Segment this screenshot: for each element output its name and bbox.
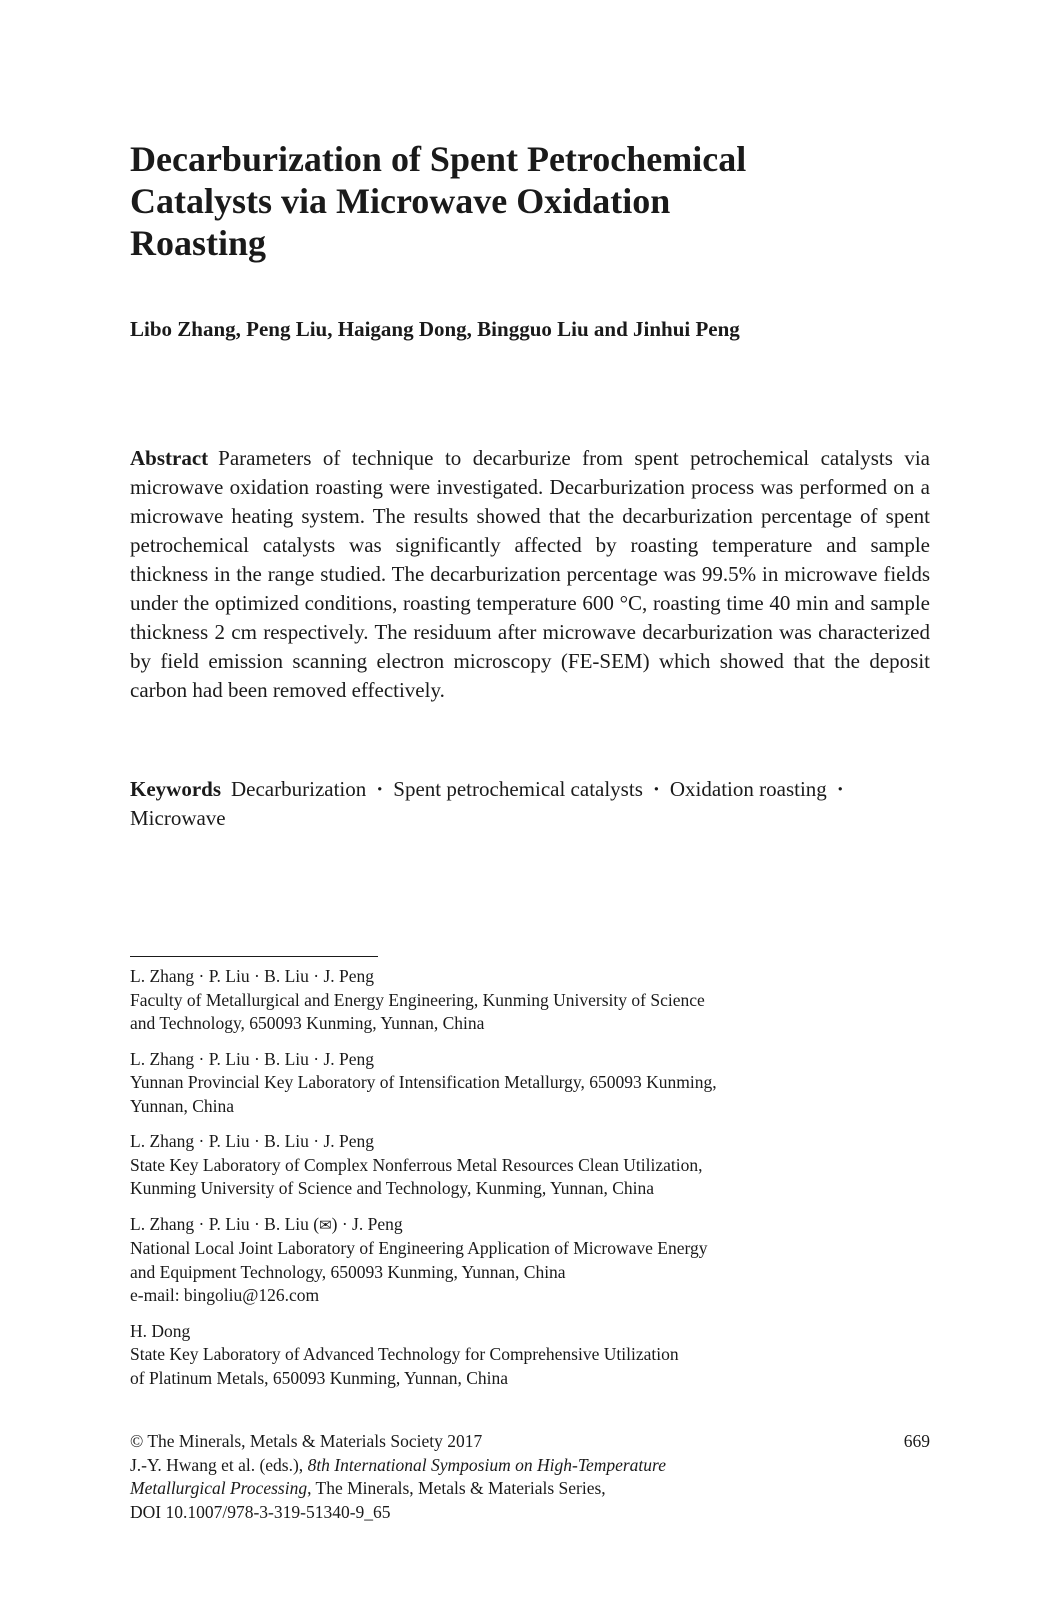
author-list: Libo Zhang, Peng Liu, Haigang Dong, Bingguo Liu and Jinhui Peng bbox=[130, 317, 740, 341]
affiliation-authors bbox=[130, 1213, 930, 1238]
citation-book-title: Metallurgical Processing bbox=[130, 1478, 308, 1498]
title-line: Decarburization of Spent Petrochemical bbox=[130, 139, 747, 179]
affiliation-authors: L. Zhang · P. Liu · B. Liu · J. Peng bbox=[130, 1131, 375, 1151]
affiliation-line: and Equipment Technology, 650093 Kunming, Yunnan, China bbox=[130, 1261, 566, 1282]
email-address: e-mail: bingoliu@126.com bbox=[130, 1285, 320, 1305]
abstract bbox=[130, 444, 930, 705]
keyword: Spent petrochemical catalysts bbox=[393, 777, 643, 801]
citation-series: , The Minerals, Metals & Materials Series, bbox=[307, 1478, 606, 1498]
affiliation bbox=[130, 1213, 930, 1308]
copyright-line: © The Minerals, Metals & Materials Society 2017 bbox=[130, 1431, 483, 1451]
paper-title bbox=[130, 138, 890, 264]
affiliation bbox=[130, 1130, 930, 1201]
affiliations bbox=[130, 965, 930, 1402]
affiliation-authors: H. Dong bbox=[130, 1320, 191, 1341]
affiliation-line: National Local Joint Laboratory of Engineering Application of Microwave Energy bbox=[130, 1238, 708, 1258]
citation-line bbox=[130, 1454, 930, 1478]
abstract-text: Parameters of technique to decarburize from spent petrochemical catalysts via microwave oxidation roasting were investigated. Decarburization process was performed on a microwave heating system. The results showed that the decarburization percentage of spent petrochemical catalysts was significantly affected by roasting temperature and sample thickness in the range studied. The decarburization percentage was 99.5% in microwave fields under the optimized conditions, roasting temperature 600 °C, roasting time 40 min and sample thickness 2 cm respectively. The residuum after microwave decarburization was characterized by field emission scanning electron microscopy (FE-SEM) which showed that the deposit carbon had been removed effectively. bbox=[130, 446, 930, 702]
keyword: Decarburization bbox=[231, 777, 367, 801]
affiliation-authors: L. Zhang · P. Liu · B. Liu · J. Peng bbox=[130, 1048, 375, 1069]
affiliation-line: Kunming University of Science and Technology, Kunming, Yunnan, China bbox=[130, 1178, 655, 1198]
footnote-divider bbox=[130, 956, 378, 957]
keywords bbox=[130, 775, 930, 833]
doi-line: DOI 10.1007/978-3-319-51340-9_65 bbox=[130, 1501, 391, 1522]
keyword-separator: · bbox=[376, 777, 384, 801]
keyword: Oxidation roasting bbox=[669, 777, 827, 801]
affiliation bbox=[130, 1320, 930, 1391]
affiliation-line: Faculty of Metallurgical and Energy Engineering, Kunming University of Science bbox=[130, 989, 705, 1010]
citation-line bbox=[130, 1477, 930, 1501]
affiliation-authors-part: ) · J. Peng bbox=[331, 1213, 403, 1234]
copyright-block bbox=[130, 1430, 930, 1524]
affiliation bbox=[130, 1048, 930, 1119]
keywords-label: Keywords bbox=[130, 777, 221, 801]
affiliation bbox=[130, 965, 930, 1036]
keyword: Microwave bbox=[130, 806, 226, 830]
affiliation-line: and Technology, 650093 Kunming, Yunnan, China bbox=[130, 1013, 485, 1033]
citation-book-title: 8th International Symposium on High-Temperature bbox=[307, 1454, 666, 1475]
title-line: Roasting bbox=[130, 223, 267, 263]
affiliation-authors-part: L. Zhang · P. Liu · B. Liu ( bbox=[130, 1213, 320, 1234]
affiliation-authors: L. Zhang · P. Liu · B. Liu · J. Peng bbox=[130, 966, 375, 986]
title-line: Catalysts via Microwave Oxidation bbox=[130, 181, 671, 221]
affiliation-line: Yunnan, China bbox=[130, 1095, 235, 1116]
envelope-icon: ✉ bbox=[319, 1215, 332, 1234]
page-number: 669 bbox=[903, 1431, 930, 1451]
abstract-label: Abstract bbox=[130, 446, 209, 470]
keyword-separator: · bbox=[652, 777, 660, 801]
affiliation-line: Yunnan Provincial Key Laboratory of Intensification Metallurgy, 650093 Kunming, bbox=[130, 1072, 717, 1092]
keyword-separator: · bbox=[836, 777, 844, 801]
affiliation-line: State Key Laboratory of Complex Nonferrous Metal Resources Clean Utilization, bbox=[130, 1154, 703, 1175]
citation-editors: J.-Y. Hwang et al. (eds.), bbox=[130, 1454, 308, 1475]
affiliation-line: of Platinum Metals, 650093 Kunming, Yunnan, China bbox=[130, 1367, 509, 1388]
affiliation-line: State Key Laboratory of Advanced Technology for Comprehensive Utilization bbox=[130, 1344, 679, 1364]
